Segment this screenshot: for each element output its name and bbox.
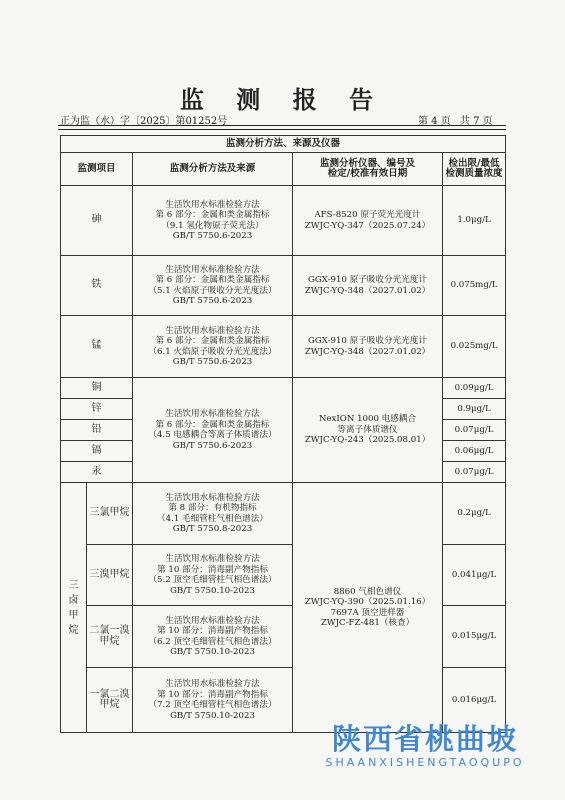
cell-line: 第 6 部分：金属和类金属指标 [155, 419, 270, 430]
cell-line: GB/T 5750.6-2023 [172, 296, 253, 306]
cell-line: 一氯二溴 [89, 688, 130, 700]
limit-cell: 0.2μg/L [443, 483, 506, 545]
cell-line: 第 10 部分：消毒副产物指标 [157, 626, 268, 636]
header-rule-thick [58, 125, 506, 126]
watermark-sub: SHAANXISHENGTAOQUPO [325, 756, 525, 769]
method-cell [133, 545, 293, 606]
item-cell: 锌 [61, 399, 133, 420]
item-cell: 铁 [61, 256, 133, 316]
cell-line: 等离子体质谱仪 [337, 424, 398, 435]
table-row [61, 186, 506, 256]
table-row [61, 378, 506, 399]
cell-line: 生活饮用水标准检验方法 [165, 264, 260, 275]
cell-line: 检测质量浓度 [445, 168, 503, 179]
cell-line: 检定/校准有效日期 [327, 168, 408, 179]
cell-line: （4.1 毛细管柱气相色谱法） [157, 513, 268, 524]
cell-line: （6.2 顶空毛细管柱气相色谱法） [148, 636, 277, 647]
column-header [293, 153, 443, 186]
cell-line: ZWJC-YQ-390（2025.01.16） [304, 597, 431, 607]
methods-table [60, 135, 506, 733]
cell-line: GB/T 5750.10-2023 [170, 647, 255, 657]
method-cell [133, 606, 293, 668]
cell-line: 7697A 顶空进样器 [330, 607, 405, 618]
cell-line: GGX-910 原子吸收分光光度计 [308, 336, 427, 346]
limit-cell: 0.9μg/L [443, 399, 506, 420]
instrument-cell [293, 186, 443, 256]
instrument-cell [293, 483, 443, 733]
cell-line: 生活饮用水标准检验方法 [165, 492, 260, 503]
cell-line: （7.2 顶空毛细管柱气相色谱法） [148, 700, 277, 710]
limit-cell: 0.015μg/L [443, 606, 506, 668]
cell-line: 三溴甲烷 [89, 568, 130, 580]
item-cell: 镉 [61, 441, 133, 462]
cell-line: 监测分析仪器、编号及 [319, 157, 415, 169]
item-cell: 汞 [61, 462, 133, 483]
instrument-cell [293, 316, 443, 378]
cell-line: （5.2 顶空毛细管柱气相色谱法） [148, 575, 277, 585]
cell-line: GB/T 5750.10-2023 [170, 585, 255, 596]
limit-cell: 0.075mg/L [443, 256, 506, 316]
cell-line: ZWJC-YQ-348（2027.01.02） [304, 285, 431, 296]
cell-line: 第 8 部分：有机物指标 [168, 503, 257, 513]
item-cell: 铜 [61, 378, 133, 399]
header-rule-thin [58, 129, 506, 130]
cell-line: 检出限/最低 [448, 157, 500, 169]
cell-line: （6.1 火焰原子吸收分光光度法） [148, 346, 277, 357]
cell-line: ZWJC-YQ-243（2025.08.01） [304, 435, 431, 446]
table-caption: 监测分析方法、来源及仪器 [61, 136, 506, 153]
page-total: 共 7 页 [459, 116, 493, 127]
item-cell [87, 545, 133, 606]
vertical-char: 烷 [68, 624, 79, 636]
cell-line: GB/T 5750.6-2023 [172, 231, 253, 241]
cell-line: GB/T 5750.6-2023 [172, 440, 253, 451]
cell-line: ZWJC-FZ-481（核查） [320, 618, 415, 628]
column-header [61, 153, 133, 186]
limit-cell: 0.07μg/L [443, 420, 506, 441]
item-cell: 砷 [61, 186, 133, 256]
group-label-cell [61, 483, 87, 733]
table-row [61, 483, 506, 545]
limit-cell: 1.0μg/L [443, 186, 506, 256]
item-cell: 铅 [61, 420, 133, 441]
limit-cell: 0.09μg/L [443, 378, 506, 399]
cell-line: 监测分析方法及来源 [169, 162, 256, 174]
method-cell [133, 378, 293, 483]
cell-line: 监测项目 [77, 162, 116, 174]
cell-line: GB/T 5750.6-2023 [172, 357, 253, 367]
watermark-main: 陕西省桃曲坡 [331, 722, 518, 756]
cell-line: 甲烷 [99, 635, 120, 647]
watermark-logo [300, 722, 550, 770]
cell-line: （4.5 电感耦合等离子体质谱法） [148, 430, 277, 440]
method-cell [133, 316, 293, 378]
cell-line: GB/T 5750.10-2023 [170, 710, 255, 721]
vertical-char: 三 [68, 579, 79, 591]
item-cell [87, 668, 133, 733]
report-title: 监 测 报 告 [179, 85, 386, 114]
instrument-cell [293, 378, 443, 483]
cell-line: GGX-910 原子吸收分光光度计 [308, 275, 427, 285]
cell-line: ZWJC-YQ-348（2027.01.02） [304, 346, 431, 357]
method-cell [133, 186, 293, 256]
cell-line: 第 6 部分：金属和类金属指标 [155, 275, 270, 285]
cell-line: 生活饮用水标准检验方法 [165, 679, 260, 689]
document-number: 正为监（水）字〔2025〕第01252号 [60, 116, 228, 127]
cell-line: 甲烷 [99, 699, 120, 710]
vertical-char: 甲 [68, 609, 79, 621]
method-cell [133, 483, 293, 545]
cell-line: 二氯一溴 [89, 625, 130, 636]
cell-line: AFS-8520 原子荧光光度计 [314, 210, 421, 220]
limit-cell: 0.016μg/L [443, 668, 506, 733]
cell-line: ZWJC-YQ-347（2025.07.24） [304, 220, 431, 231]
cell-line: 8860 气相色谱仪 [333, 586, 402, 597]
cell-line: 第 10 部分：消毒副产物指标 [157, 564, 268, 575]
vertical-char: 卤 [68, 594, 79, 606]
table-row [61, 256, 506, 316]
limit-cell: 0.025mg/L [443, 316, 506, 378]
limit-cell: 0.041μg/L [443, 545, 506, 606]
column-header [443, 153, 506, 186]
table-row [61, 316, 506, 378]
item-cell: 锰 [61, 316, 133, 378]
cell-line: 第 10 部分：消毒副产物指标 [157, 689, 268, 700]
page-current: 第 4 页 [418, 116, 451, 127]
method-cell [133, 256, 293, 316]
cell-line: 生活饮用水标准检验方法 [165, 615, 260, 626]
cell-line: 第 6 部分：金属和类金属指标 [155, 210, 270, 220]
cell-line: 生活饮用水标准检验方法 [165, 325, 260, 336]
cell-line: （5.1 火焰原子吸收分光光度法） [148, 285, 277, 296]
item-cell [87, 483, 133, 545]
cell-line: 三氯甲烷 [89, 507, 130, 519]
limit-cell: 0.06μg/L [443, 441, 506, 462]
column-header [133, 153, 293, 186]
cell-line: 生活饮用水标准检验方法 [165, 199, 260, 210]
cell-line: （9.1 氢化物原子荧光法） [161, 220, 264, 231]
cell-line: GB/T 5750.8-2023 [172, 524, 253, 534]
cell-line: 生活饮用水标准检验方法 [165, 554, 260, 564]
cell-line: NexION 1000 电感耦合 [318, 414, 417, 425]
cell-line: 生活饮用水标准检验方法 [165, 409, 260, 419]
method-cell [133, 668, 293, 733]
item-cell [87, 606, 133, 668]
instrument-cell [293, 256, 443, 316]
limit-cell: 0.07μg/L [443, 462, 506, 483]
cell-line: 第 6 部分：金属和类金属指标 [155, 336, 270, 346]
